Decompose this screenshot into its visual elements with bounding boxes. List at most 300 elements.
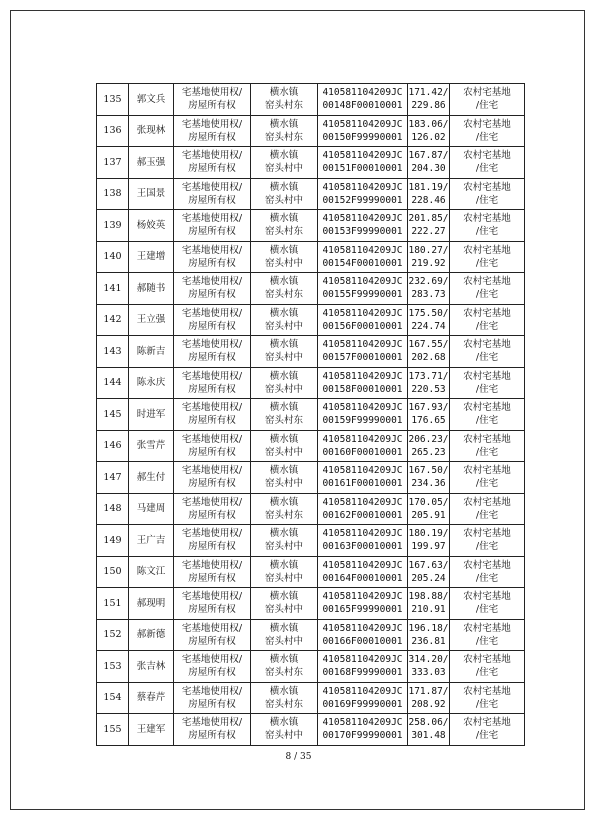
unit-code-cell xyxy=(318,399,408,431)
table-body xyxy=(97,84,525,746)
usage-cell xyxy=(450,210,525,242)
usage-cell xyxy=(450,682,525,714)
owner-name-cell: 陈文江 xyxy=(129,556,174,588)
area-cell xyxy=(408,84,450,116)
usage-cell xyxy=(450,714,525,746)
right-type-line: 房屋所有权 xyxy=(188,131,236,143)
area-line: 219.92 xyxy=(411,257,446,269)
usage-line: 农村宅基地 xyxy=(463,87,511,99)
row-number-cell: 148 xyxy=(97,493,129,525)
page-number: 8 / 35 xyxy=(285,752,312,762)
usage-line: /住宅 xyxy=(475,100,499,112)
location-line: 窑头村中 xyxy=(264,194,303,206)
right-type-line: 房屋所有权 xyxy=(188,320,236,332)
location-cell xyxy=(251,462,318,494)
right-type-line: 宅基地使用权/ xyxy=(181,118,243,130)
usage-line: /住宅 xyxy=(475,194,499,206)
right-type-line: 房屋所有权 xyxy=(188,257,236,269)
unit-code-cell xyxy=(318,525,408,557)
unit-code-cell xyxy=(318,336,408,368)
table-row xyxy=(97,493,525,525)
location-line: 窑头村东 xyxy=(264,509,303,521)
right-type-line: 房屋所有权 xyxy=(188,415,236,427)
usage-cell xyxy=(450,556,525,588)
area-line: 258.06/ xyxy=(408,717,449,729)
unit-code-line: 410581104209JC xyxy=(322,150,403,162)
location-cell xyxy=(251,336,318,368)
area-line: 170.05/ xyxy=(408,496,449,508)
location-cell xyxy=(251,430,318,462)
usage-cell xyxy=(450,84,525,116)
owner-name-cell: 蔡春芹 xyxy=(129,682,174,714)
area-cell xyxy=(408,682,450,714)
usage-line: /住宅 xyxy=(475,478,499,490)
right-type-line: 宅基地使用权/ xyxy=(181,685,243,697)
table-row xyxy=(97,682,525,714)
right-type-cell xyxy=(174,430,251,462)
area-cell xyxy=(408,493,450,525)
row-number-cell: 146 xyxy=(97,430,129,462)
area-line: 167.63/ xyxy=(408,559,449,571)
right-type-line: 宅基地使用权/ xyxy=(181,465,243,477)
location-line: 横水镇 xyxy=(269,528,299,540)
right-type-cell xyxy=(174,210,251,242)
usage-line: /住宅 xyxy=(475,352,499,364)
unit-code-line: 00170F99990001 xyxy=(322,730,403,742)
table-row xyxy=(97,241,525,273)
area-cell xyxy=(408,651,450,683)
location-line: 横水镇 xyxy=(269,276,299,288)
right-type-line: 宅基地使用权/ xyxy=(181,591,243,603)
location-cell xyxy=(251,304,318,336)
unit-code-line: 00168F99990001 xyxy=(322,667,403,679)
usage-line: /住宅 xyxy=(475,320,499,332)
row-number-cell: 145 xyxy=(97,399,129,431)
area-cell xyxy=(408,178,450,210)
location-line: 窑头村东 xyxy=(264,667,303,679)
area-line: 204.30 xyxy=(411,163,446,175)
usage-line: /住宅 xyxy=(475,604,499,616)
usage-cell xyxy=(450,588,525,620)
usage-cell xyxy=(450,399,525,431)
row-number-cell: 152 xyxy=(97,619,129,651)
owner-name-cell: 陈新吉 xyxy=(129,336,174,368)
right-type-cell xyxy=(174,367,251,399)
usage-cell xyxy=(450,651,525,683)
unit-code-line: 00150F99990001 xyxy=(322,131,403,143)
owner-name-cell: 王广吉 xyxy=(129,525,174,557)
location-line: 横水镇 xyxy=(269,654,299,666)
usage-cell xyxy=(450,525,525,557)
unit-code-cell xyxy=(318,682,408,714)
table-row xyxy=(97,525,525,557)
usage-line: 农村宅基地 xyxy=(463,591,511,603)
usage-line: /住宅 xyxy=(475,131,499,143)
right-type-cell xyxy=(174,525,251,557)
area-line: 198.88/ xyxy=(408,591,449,603)
area-line: 205.91 xyxy=(411,509,446,521)
usage-line: 农村宅基地 xyxy=(463,433,511,445)
right-type-line: 宅基地使用权/ xyxy=(181,496,243,508)
right-type-line: 房屋所有权 xyxy=(188,635,236,647)
usage-line: 农村宅基地 xyxy=(463,307,511,319)
unit-code-cell xyxy=(318,367,408,399)
location-line: 窑头村中 xyxy=(264,383,303,395)
right-type-line: 宅基地使用权/ xyxy=(181,87,243,99)
owner-name-cell: 马建周 xyxy=(129,493,174,525)
unit-code-line: 410581104209JC xyxy=(322,685,403,697)
unit-code-line: 410581104209JC xyxy=(322,591,403,603)
right-type-line: 房屋所有权 xyxy=(188,163,236,175)
unit-code-line: 00159F99990001 xyxy=(322,415,403,427)
unit-code-cell xyxy=(318,493,408,525)
owner-name-cell: 王建增 xyxy=(129,241,174,273)
area-line: 202.68 xyxy=(411,352,446,364)
unit-code-line: 00161F00010001 xyxy=(322,478,403,490)
usage-line: /住宅 xyxy=(475,509,499,521)
usage-line: 农村宅基地 xyxy=(463,654,511,666)
area-cell xyxy=(408,147,450,179)
area-line: 265.23 xyxy=(411,446,446,458)
location-line: 横水镇 xyxy=(269,339,299,351)
row-number-cell: 144 xyxy=(97,367,129,399)
table-row xyxy=(97,273,525,305)
area-line: 196.18/ xyxy=(408,622,449,634)
usage-line: /住宅 xyxy=(475,730,499,742)
location-cell xyxy=(251,651,318,683)
usage-cell xyxy=(450,241,525,273)
location-line: 窑头村中 xyxy=(264,635,303,647)
unit-code-line: 410581104209JC xyxy=(322,87,403,99)
location-line: 窑头村中 xyxy=(264,257,303,269)
usage-line: /住宅 xyxy=(475,698,499,710)
right-type-line: 宅基地使用权/ xyxy=(181,717,243,729)
right-type-cell xyxy=(174,178,251,210)
location-cell xyxy=(251,682,318,714)
area-cell xyxy=(408,556,450,588)
location-line: 窑头村东 xyxy=(264,698,303,710)
row-number-cell: 137 xyxy=(97,147,129,179)
area-line: 167.93/ xyxy=(408,402,449,414)
unit-code-line: 410581104209JC xyxy=(322,528,403,540)
area-line: 314.20/ xyxy=(408,654,449,666)
unit-code-line: 00153F99990001 xyxy=(322,226,403,238)
area-cell xyxy=(408,304,450,336)
usage-line: /住宅 xyxy=(475,257,499,269)
usage-cell xyxy=(450,493,525,525)
table-row xyxy=(97,210,525,242)
usage-line: /住宅 xyxy=(475,289,499,301)
usage-line: 农村宅基地 xyxy=(463,465,511,477)
unit-code-line: 00157F00010001 xyxy=(322,352,403,364)
usage-line: 农村宅基地 xyxy=(463,559,511,571)
unit-code-line: 410581104209JC xyxy=(322,118,403,130)
right-type-line: 房屋所有权 xyxy=(188,478,236,490)
usage-line: /住宅 xyxy=(475,163,499,175)
right-type-line: 房屋所有权 xyxy=(188,730,236,742)
unit-code-cell xyxy=(318,304,408,336)
area-line: 167.87/ xyxy=(408,150,449,162)
owner-name-cell: 张雪芹 xyxy=(129,430,174,462)
location-line: 窑头村中 xyxy=(264,478,303,490)
area-line: 167.55/ xyxy=(408,339,449,351)
area-line: 333.03 xyxy=(411,667,446,679)
unit-code-line: 00163F00010001 xyxy=(322,541,403,553)
owner-name-cell: 王国景 xyxy=(129,178,174,210)
usage-cell xyxy=(450,147,525,179)
area-line: 224.74 xyxy=(411,320,446,332)
owner-name-cell: 郝随书 xyxy=(129,273,174,305)
unit-code-line: 410581104209JC xyxy=(322,307,403,319)
row-number-cell: 155 xyxy=(97,714,129,746)
right-type-cell xyxy=(174,651,251,683)
usage-line: 农村宅基地 xyxy=(463,496,511,508)
location-line: 窑头村中 xyxy=(264,572,303,584)
location-cell xyxy=(251,619,318,651)
area-line: 167.50/ xyxy=(408,465,449,477)
unit-code-cell xyxy=(318,556,408,588)
usage-line: 农村宅基地 xyxy=(463,276,511,288)
usage-line: /住宅 xyxy=(475,541,499,553)
unit-code-line: 00165F99990001 xyxy=(322,604,403,616)
unit-code-line: 410581104209JC xyxy=(322,339,403,351)
right-type-cell xyxy=(174,493,251,525)
row-number-cell: 143 xyxy=(97,336,129,368)
location-line: 横水镇 xyxy=(269,496,299,508)
location-line: 横水镇 xyxy=(269,685,299,697)
right-type-line: 房屋所有权 xyxy=(188,446,236,458)
row-number-cell: 151 xyxy=(97,588,129,620)
unit-code-cell xyxy=(318,115,408,147)
area-cell xyxy=(408,367,450,399)
area-line: 283.73 xyxy=(411,289,446,301)
right-type-line: 宅基地使用权/ xyxy=(181,622,243,634)
unit-code-cell xyxy=(318,588,408,620)
right-type-line: 房屋所有权 xyxy=(188,352,236,364)
right-type-cell xyxy=(174,619,251,651)
unit-code-cell xyxy=(318,178,408,210)
location-line: 横水镇 xyxy=(269,307,299,319)
area-line: 220.53 xyxy=(411,383,446,395)
area-cell xyxy=(408,714,450,746)
unit-code-line: 00152F99990001 xyxy=(322,194,403,206)
usage-line: /住宅 xyxy=(475,383,499,395)
right-type-line: 宅基地使用权/ xyxy=(181,402,243,414)
usage-line: /住宅 xyxy=(475,635,499,647)
right-type-cell xyxy=(174,336,251,368)
right-type-cell xyxy=(174,588,251,620)
unit-code-line: 00160F00010001 xyxy=(322,446,403,458)
location-line: 窑头村中 xyxy=(264,604,303,616)
area-line: 228.46 xyxy=(411,194,446,206)
usage-line: 农村宅基地 xyxy=(463,717,511,729)
unit-code-line: 00148F00010001 xyxy=(322,100,403,112)
right-type-line: 房屋所有权 xyxy=(188,383,236,395)
unit-code-line: 00162F00010001 xyxy=(322,509,403,521)
area-line: 232.69/ xyxy=(408,276,449,288)
right-type-line: 宅基地使用权/ xyxy=(181,213,243,225)
location-line: 窑头村东 xyxy=(264,100,303,112)
owner-name-cell: 郭文兵 xyxy=(129,84,174,116)
location-cell xyxy=(251,241,318,273)
usage-line: 农村宅基地 xyxy=(463,181,511,193)
unit-code-line: 410581104209JC xyxy=(322,654,403,666)
right-type-cell xyxy=(174,714,251,746)
location-cell xyxy=(251,493,318,525)
table-row xyxy=(97,304,525,336)
owner-name-cell: 陈永庆 xyxy=(129,367,174,399)
right-type-cell xyxy=(174,115,251,147)
unit-code-cell xyxy=(318,651,408,683)
location-line: 窑头村东 xyxy=(264,131,303,143)
location-line: 横水镇 xyxy=(269,181,299,193)
unit-code-line: 410581104209JC xyxy=(322,370,403,382)
right-type-cell xyxy=(174,84,251,116)
owner-name-cell: 王立强 xyxy=(129,304,174,336)
table-row xyxy=(97,556,525,588)
location-cell xyxy=(251,115,318,147)
area-cell xyxy=(408,241,450,273)
right-type-cell xyxy=(174,462,251,494)
area-line: 126.02 xyxy=(411,131,446,143)
location-line: 横水镇 xyxy=(269,87,299,99)
unit-code-cell xyxy=(318,619,408,651)
unit-code-line: 00166F00010001 xyxy=(322,635,403,647)
location-line: 横水镇 xyxy=(269,244,299,256)
row-number-cell: 136 xyxy=(97,115,129,147)
area-cell xyxy=(408,336,450,368)
unit-code-line: 410581104209JC xyxy=(322,213,403,225)
right-type-cell xyxy=(174,147,251,179)
usage-cell xyxy=(450,367,525,399)
right-type-line: 宅基地使用权/ xyxy=(181,370,243,382)
right-type-line: 宅基地使用权/ xyxy=(181,559,243,571)
unit-code-line: 410581104209JC xyxy=(322,717,403,729)
right-type-cell xyxy=(174,304,251,336)
area-cell xyxy=(408,210,450,242)
location-line: 窑头村中 xyxy=(264,320,303,332)
unit-code-cell xyxy=(318,84,408,116)
registration-table xyxy=(96,83,525,746)
location-line: 横水镇 xyxy=(269,622,299,634)
owner-name-cell: 时进军 xyxy=(129,399,174,431)
owner-name-cell: 王建军 xyxy=(129,714,174,746)
area-line: 201.85/ xyxy=(408,213,449,225)
right-type-line: 房屋所有权 xyxy=(188,100,236,112)
row-number-cell: 138 xyxy=(97,178,129,210)
row-number-cell: 150 xyxy=(97,556,129,588)
area-line: 183.06/ xyxy=(408,118,449,130)
right-type-line: 宅基地使用权/ xyxy=(181,528,243,540)
table-row xyxy=(97,619,525,651)
unit-code-line: 410581104209JC xyxy=(322,496,403,508)
row-number-cell: 154 xyxy=(97,682,129,714)
table-row xyxy=(97,84,525,116)
area-cell xyxy=(408,430,450,462)
area-line: 199.97 xyxy=(411,541,446,553)
location-cell xyxy=(251,367,318,399)
area-cell xyxy=(408,619,450,651)
unit-code-cell xyxy=(318,241,408,273)
location-line: 窑头村中 xyxy=(264,446,303,458)
row-number-cell: 140 xyxy=(97,241,129,273)
usage-line: 农村宅基地 xyxy=(463,213,511,225)
area-line: 181.19/ xyxy=(408,181,449,193)
table-row xyxy=(97,367,525,399)
usage-cell xyxy=(450,430,525,462)
right-type-line: 房屋所有权 xyxy=(188,509,236,521)
area-cell xyxy=(408,115,450,147)
location-line: 窑头村东 xyxy=(264,289,303,301)
unit-code-line: 00151F00010001 xyxy=(322,163,403,175)
table-row xyxy=(97,115,525,147)
usage-line: 农村宅基地 xyxy=(463,339,511,351)
location-line: 窑头村中 xyxy=(264,163,303,175)
usage-line: 农村宅基地 xyxy=(463,622,511,634)
row-number-cell: 141 xyxy=(97,273,129,305)
usage-line: 农村宅基地 xyxy=(463,370,511,382)
area-line: 180.27/ xyxy=(408,244,449,256)
table-row xyxy=(97,462,525,494)
unit-code-cell xyxy=(318,210,408,242)
usage-line: /住宅 xyxy=(475,415,499,427)
unit-code-line: 410581104209JC xyxy=(322,181,403,193)
area-line: 208.92 xyxy=(411,698,446,710)
location-line: 横水镇 xyxy=(269,118,299,130)
right-type-line: 房屋所有权 xyxy=(188,226,236,238)
location-line: 窑头村东 xyxy=(264,226,303,238)
area-line: 205.24 xyxy=(411,572,446,584)
unit-code-line: 00155F99990001 xyxy=(322,289,403,301)
unit-code-cell xyxy=(318,714,408,746)
usage-cell xyxy=(450,178,525,210)
location-line: 横水镇 xyxy=(269,213,299,225)
area-cell xyxy=(408,462,450,494)
area-line: 176.65 xyxy=(411,415,446,427)
location-line: 横水镇 xyxy=(269,150,299,162)
location-line: 横水镇 xyxy=(269,433,299,445)
owner-name-cell: 郝现明 xyxy=(129,588,174,620)
usage-cell xyxy=(450,336,525,368)
right-type-line: 宅基地使用权/ xyxy=(181,276,243,288)
location-line: 横水镇 xyxy=(269,717,299,729)
table-row xyxy=(97,336,525,368)
area-line: 301.48 xyxy=(411,730,446,742)
table-row xyxy=(97,588,525,620)
unit-code-line: 410581104209JC xyxy=(322,402,403,414)
right-type-line: 房屋所有权 xyxy=(188,667,236,679)
unit-code-line: 00169F99990001 xyxy=(322,698,403,710)
unit-code-line: 410581104209JC xyxy=(322,244,403,256)
unit-code-cell xyxy=(318,147,408,179)
location-line: 横水镇 xyxy=(269,591,299,603)
area-line: 236.81 xyxy=(411,635,446,647)
location-cell xyxy=(251,147,318,179)
area-line: 206.23/ xyxy=(408,433,449,445)
location-line: 窑头村中 xyxy=(264,352,303,364)
unit-code-line: 410581104209JC xyxy=(322,622,403,634)
area-cell xyxy=(408,588,450,620)
location-cell xyxy=(251,525,318,557)
unit-code-line: 410581104209JC xyxy=(322,276,403,288)
usage-line: /住宅 xyxy=(475,446,499,458)
owner-name-cell: 郝玉强 xyxy=(129,147,174,179)
unit-code-line: 00164F00010001 xyxy=(322,572,403,584)
unit-code-line: 00154F00010001 xyxy=(322,257,403,269)
unit-code-cell xyxy=(318,273,408,305)
right-type-line: 宅基地使用权/ xyxy=(181,181,243,193)
row-number-cell: 147 xyxy=(97,462,129,494)
